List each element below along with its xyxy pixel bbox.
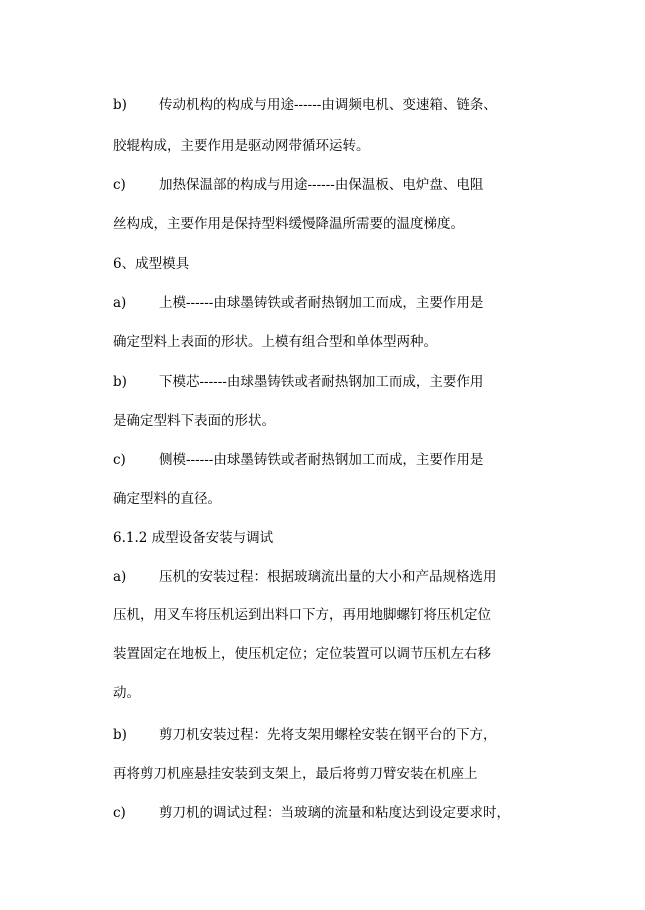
line-text: 丝构成，主要作用是保持型料缓慢降温所需要的温度梯度。: [113, 216, 464, 232]
text-line: [113, 645, 491, 663]
line-text: 确定型料的直径。: [113, 491, 221, 507]
text-line: [113, 726, 497, 744]
line-text: 压机的安装过程：根据玻璃流出量的大小和产品规格选用: [159, 569, 497, 585]
text-line: [113, 765, 478, 783]
line-text: 再将剪刀机座悬挂安装到支架上，最后将剪刀臂安装在机座上: [113, 766, 478, 782]
text-line: [113, 804, 510, 822]
list-marker: c): [113, 805, 126, 821]
section-heading: [113, 255, 189, 273]
line-text: 加热保温部的构成与用途------由保温板、电炉盘、电阻: [159, 177, 484, 193]
text-line: [113, 294, 483, 312]
text-line: [113, 568, 497, 586]
line-text: 动。: [113, 685, 140, 701]
text-line: [113, 176, 483, 194]
list-marker: a): [113, 295, 127, 311]
line-text: 压机，用叉车将压机运到出料口下方，再用地脚螺钉将压机定位: [113, 607, 491, 623]
line-text: 确定型料上表面的形状。上模有组合型和单体型两种。: [113, 334, 437, 350]
text-line: [113, 96, 497, 114]
text-line: [113, 333, 437, 351]
text-line: [113, 606, 491, 624]
list-marker: c): [113, 452, 126, 468]
list-marker: c): [113, 177, 126, 193]
text-line: [113, 684, 140, 702]
text-line: [113, 490, 221, 508]
line-text: 是确定型料下表面的形状。: [113, 413, 275, 429]
line-text: 6.1.2 成型设备安装与调试: [113, 530, 274, 546]
line-text: 6、成型模具: [113, 256, 190, 272]
text-line: [113, 412, 275, 430]
text-line: [113, 373, 483, 391]
text-line: [113, 137, 370, 155]
section-heading: [113, 529, 273, 547]
list-marker: b): [113, 97, 127, 113]
line-text: 下模芯------由球墨铸铁或者耐热钢加工而成，主要作用: [159, 374, 484, 390]
list-marker: a): [113, 569, 127, 585]
list-marker: b): [113, 374, 127, 390]
line-text: 装置固定在地板上，使压机定位；定位装置可以调节压机左右移: [113, 646, 491, 662]
line-text: 剪刀机的调试过程：当玻璃的流量和粘度达到设定要求时，: [159, 805, 510, 821]
line-text: 剪刀机安装过程：先将支架用螺栓安装在钢平台的下方，: [159, 727, 497, 743]
list-marker: b): [113, 727, 127, 743]
line-text: 侧模------由球墨铸铁或者耐热钢加工而成，主要作用是: [159, 452, 484, 468]
text-line: [113, 215, 464, 233]
text-line: [113, 451, 483, 469]
line-text: 传动机构的构成与用途------由调频电机、变速箱、链条、: [159, 97, 497, 113]
line-text: 上模------由球墨铸铁或者耐热钢加工而成，主要作用是: [159, 295, 484, 311]
line-text: 胶辊构成，主要作用是驱动网带循环运转。: [113, 138, 370, 154]
